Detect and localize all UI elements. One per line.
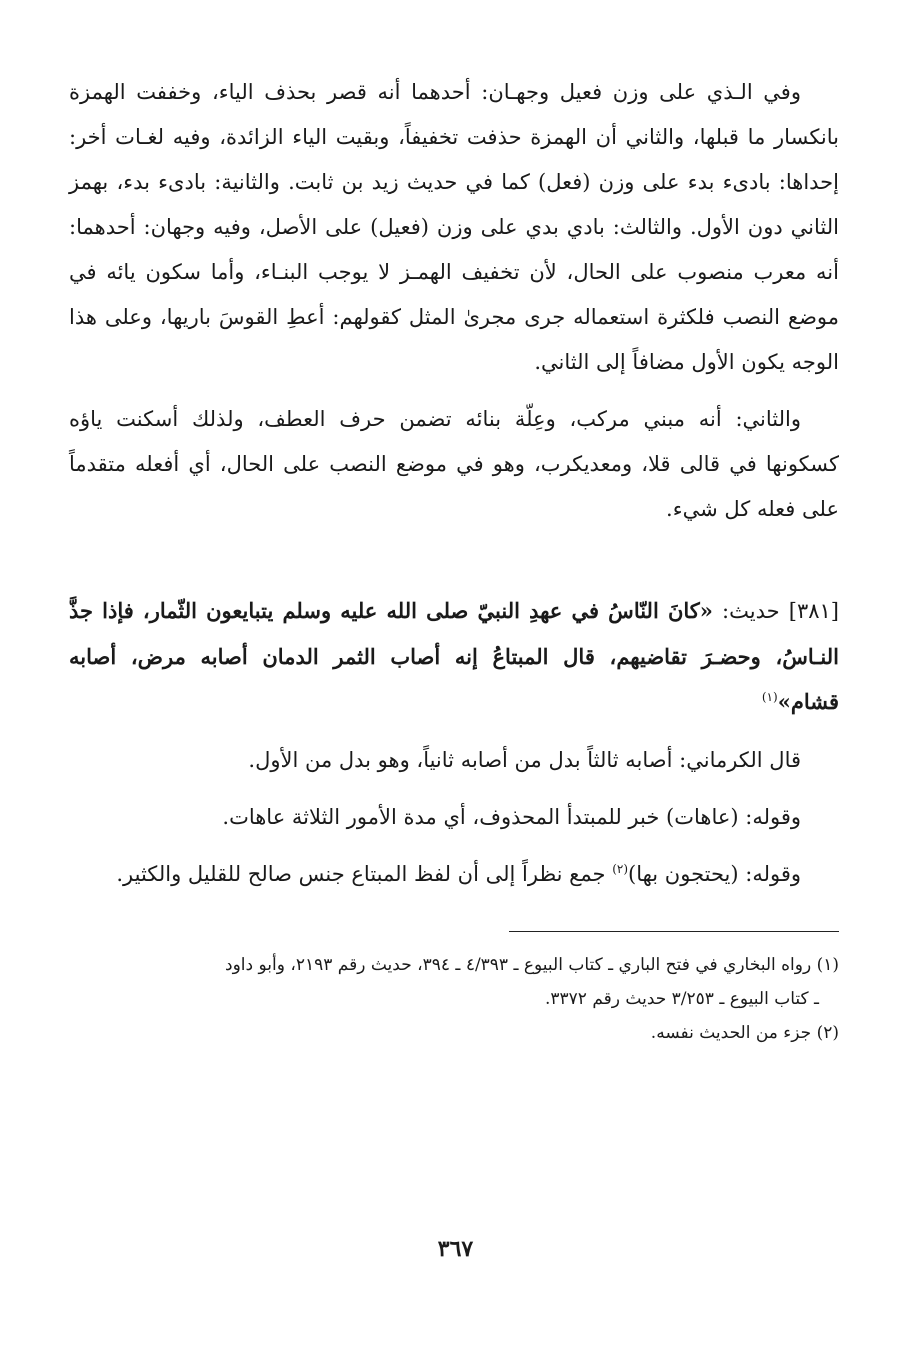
commentary-ahat: وقوله: (عاهات) خبر للمبتدأ المحذوف، أي مدة الأمور الثلاثة عاهات. (222, 805, 801, 829)
footnote-1-line-2: ـ كتاب البيوع ـ ٣/٢٥٣ حديث رقم ٣٣٧٢. (545, 989, 819, 1009)
footnote-1-line-1: (١) رواه البخاري في فتح الباري ـ كتاب البيوع ـ ٤/٣٩٣ ـ ٣٩٤، حديث رقم ٢١٩٣، وأبو داود (225, 955, 839, 975)
commentary-yahtajun-before: وقوله: (يحتجون بها) (628, 862, 801, 886)
hadith-381 (69, 588, 839, 724)
footnotes (69, 948, 839, 1050)
commentary-kirmani: قال الكرماني: أصابه ثالثاً بدل من أصابه ثانياً، وهو بدل من الأول. (248, 748, 801, 772)
footnote-ref-2[interactable]: (٢) (612, 862, 629, 876)
page-number: ٣٦٧ (437, 1236, 474, 1262)
footnote-ref-1[interactable]: (١) (761, 690, 778, 704)
body-paragraph-1: وفي الـذي على وزن فعيل وجهـان: أحدهما أنه قصر بحذف الياء، وخففت الهمزة بانكسار ما قبلها، والثاني أن الهمزة حذفت تخفيفاً، وبقيت الياء الزائدة، وفيه لغـات أخر: إحداها: بادىء بدء على وزن (فعل) كما في حديث زيد بن ثابت. والثانية: بادىء بدء، بهمز الثاني دون الأول. والثالث: بادي بدي على وزن (فعيل) على الأصل، وفيه وجهان: أحدهما: أنه معرب منصوب على الحال، لأن تخفيف الهمـز لا يوجب البنـاء، وأما سكون يائه في موضع النصب فلكثرة استعماله جرى مجرىٰ المثل كقولهم: أعطِ القوسَ باريها، وعلى هذا الوجه يكون الأول مضافاً إلى الثاني. (69, 80, 839, 374)
hadith-lead: حديث: (722, 599, 780, 623)
hadith-number: [٣٨١] (788, 599, 839, 623)
page-content (69, 70, 839, 1050)
footnote-divider (509, 931, 839, 932)
commentary-yahtajun (69, 852, 839, 897)
body-paragraph-2: والثاني: أنه مبني مركب، وعِلّة بنائه تضمن حرف العطف، ولذلك أسكنت ياؤه كسكونها في قالى قلا، ومعديكرب، وهو في موضع النصب على الحال، أي أفعله متقدماً على فعله كل شيء. (69, 407, 839, 521)
hadith-text: «كانَ النّاسُ في عهدِ النبيّ صلى الله عليه وسلم يتبايعون الثّمار، فإذا جذَّ النـاسُ، وحضـرَ تقاضيهم، قال المبتاعُ إنه أصاب الثمر الدمان أصابه مرض، أصابه قشام» (69, 598, 839, 714)
commentary-yahtajun-after: جمع نظراً إلى أن لفظ المبتاع جنس صالح للقليل والكثير. (116, 862, 606, 886)
footnote-2: (٢) جزء من الحديث نفسه. (650, 1023, 839, 1043)
